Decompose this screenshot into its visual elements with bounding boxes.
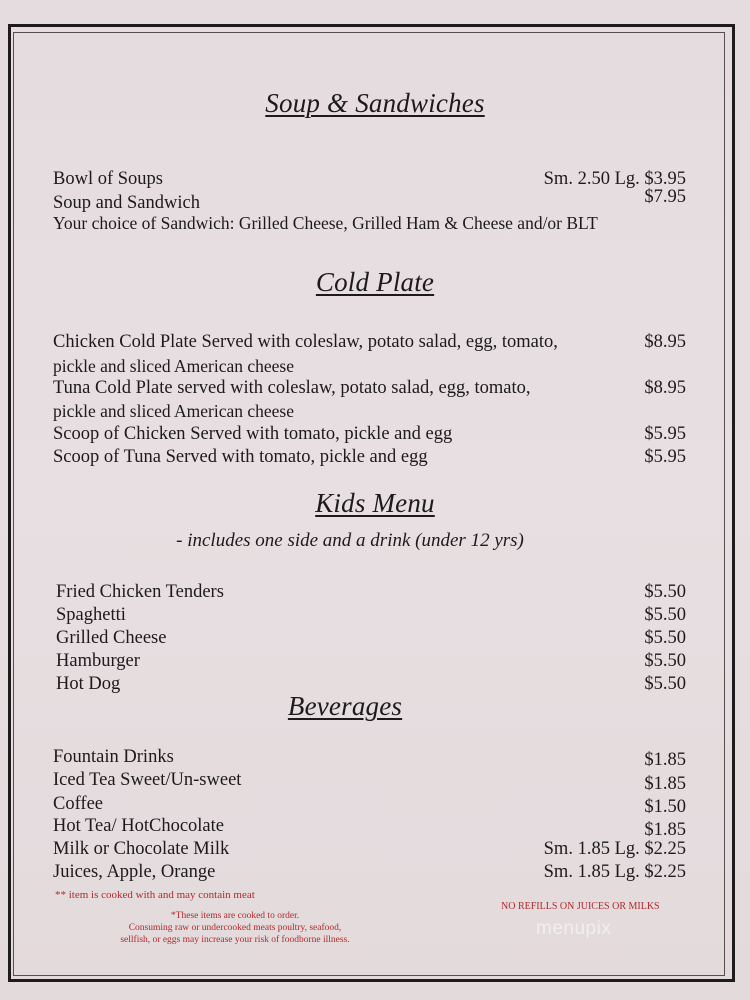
section-title-kids-menu: Kids Menu (315, 488, 435, 518)
item-name: Hamburger (56, 651, 140, 671)
item-price: $5.95 (644, 447, 686, 467)
item-name: Juices, Apple, Orange (53, 862, 216, 882)
item-name: Soup and Sandwich (53, 193, 200, 213)
item-price: $5.50 (644, 674, 686, 694)
item-description: pickle and sliced American cheese (53, 401, 295, 421)
item-description: Served with tomato, pickle and egg (190, 424, 453, 444)
item-name: Scoop of Tuna (53, 447, 161, 467)
item-price: Sm. 1.85 Lg. $2.25 (543, 862, 686, 882)
item-price: $7.95 (644, 187, 686, 207)
item-description: Served with coleslaw, potato salad, egg, tomato, (201, 332, 558, 352)
item-price: $1.85 (644, 774, 686, 794)
item-name: Grilled Cheese (56, 628, 167, 648)
item-name: Tuna Cold Plate (53, 378, 173, 398)
item-name: Chicken Cold Plate (53, 332, 197, 352)
food-safety-line: *These items are cooked to order. (170, 911, 300, 921)
item-price: $8.95 (644, 332, 686, 352)
section-title-cold-plate: Cold Plate (315, 267, 435, 297)
item-description: pickle and sliced American cheese (53, 356, 295, 376)
item-price: $5.50 (644, 605, 686, 625)
food-safety-note (55, 910, 415, 946)
item-price: $5.50 (644, 628, 686, 648)
item-price: $1.85 (644, 820, 686, 840)
watermark-logo: menupix (536, 918, 612, 939)
item-price: $5.50 (644, 651, 686, 671)
item-name: Milk or Chocolate Milk (53, 839, 230, 859)
item-price: Sm. 1.85 Lg. $2.25 (543, 839, 686, 859)
item-name: Hot Tea/ HotChocolate (53, 816, 224, 836)
item-name: Iced Tea Sweet/Un-sweet (53, 770, 242, 790)
item-price: $1.85 (644, 750, 686, 770)
food-safety-line: Consuming raw or undercooked meats poultry, seafood, (128, 923, 342, 933)
item-price: $5.95 (644, 424, 686, 444)
item-name: Spaghetti (56, 605, 126, 625)
item-text (53, 377, 531, 400)
item-name: Fried Chicken Tenders (56, 582, 224, 602)
item-name: Coffee (53, 794, 103, 814)
item-price: $1.50 (644, 797, 686, 817)
refills-note: NO REFILLS ON JUICES OR MILKS (501, 901, 660, 912)
section-title-beverages: Beverages (287, 691, 403, 721)
food-safety-line: sellfish, or eggs may increase your risk of foodborne illness. (120, 935, 350, 945)
meat-note: ** item is cooked with and may contain meat (55, 889, 255, 901)
item-description: served with coleslaw, potato salad, egg, tomato, (177, 378, 531, 398)
item-price: $5.50 (644, 582, 686, 602)
section-title-soup: Soup & Sandwiches (265, 88, 485, 118)
item-name: Fountain Drinks (53, 747, 174, 767)
item-price: $8.95 (644, 378, 686, 398)
item-name: Bowl of Soups (53, 169, 163, 189)
kids-menu-subtitle: - includes one side and a drink (under 12 yrs) (176, 530, 524, 551)
item-name: Hot Dog (56, 674, 121, 694)
item-text (53, 331, 558, 354)
item-description: Served with tomato, pickle and egg (165, 447, 428, 467)
item-description: Your choice of Sandwich: Grilled Cheese, Grilled Ham & Cheese and/or BLT (53, 213, 598, 233)
item-text (53, 423, 452, 446)
item-text (53, 446, 428, 469)
item-name: Scoop of Chicken (53, 424, 186, 444)
item-price: Sm. 2.50 Lg. $3.95 (543, 169, 686, 189)
